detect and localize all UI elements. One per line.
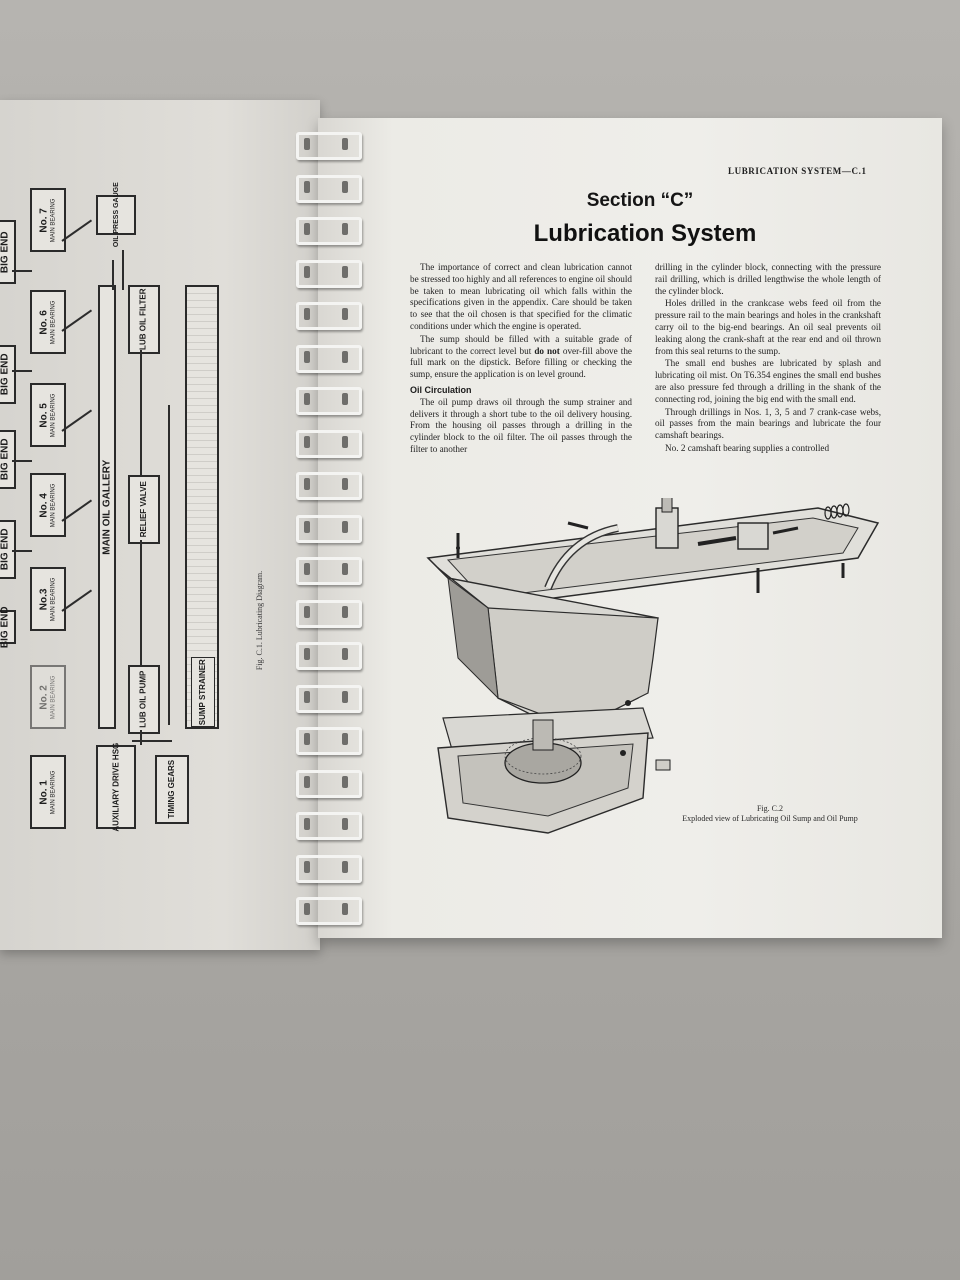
binding-coil (296, 430, 358, 456)
binding-coil (296, 727, 358, 753)
big-end-box-1: BIG END (0, 220, 16, 284)
paragraph: No. 2 camshaft bearing supplies a controlled (665, 442, 830, 453)
binding-coil (296, 175, 358, 201)
paragraph: drilling in the cylinder block, connecting with the pressure rail drilling, which is drilled lengthwise the whole length of the cylinder block. (655, 262, 881, 296)
sump-strainer: SUMP STRAINER (185, 285, 219, 729)
main-bearing-1: No. 1 MAIN BEARING (30, 755, 66, 829)
text-column-2 (655, 262, 881, 456)
paragraph: Through drillings in Nos. 1, 3, 5 and 7 crank-case webs, oil passes from the main bearings and lubricate the four camshaft bearings. (655, 406, 881, 441)
sump-exploded-illustration (418, 498, 888, 838)
section-heading: Section “C” (586, 190, 694, 211)
diagram-line (12, 270, 32, 272)
diagram-line (12, 460, 32, 462)
binding-coil (296, 217, 358, 243)
paragraph: The sump should be filled with a suitable grade of lubricant to the correct level but do not over-fill above the full mark on the dipstick. Before filling or checking the sump, ensure the application is on level ground. (410, 333, 632, 380)
subheading-oil-circulation: Oil Circulation (410, 384, 472, 395)
diagram-line (112, 260, 114, 290)
diagram-line (140, 540, 142, 665)
binding-coil (296, 345, 358, 371)
binding-coil (296, 302, 358, 328)
lub-oil-pump: LUB OIL PUMP (128, 665, 160, 734)
paragraph: The small end bushes are lubricated by splash and lubricating oil mist. On T6.354 engines the small end bushes are also pressure fed through a drilling in the shank of the connecting rod, joining the big end with the small end. (655, 358, 881, 404)
main-bearing-2: No. 2 MAIN BEARING (30, 665, 66, 729)
binding-coil (296, 387, 358, 413)
binding-coil (296, 855, 358, 881)
oil-press-gauge: OIL PRESS GAUGE (96, 195, 136, 235)
binding-coil (296, 642, 358, 668)
main-oil-gallery: MAIN OIL GALLERY (98, 285, 116, 729)
timing-gears: TIMING GEARS (155, 755, 189, 824)
big-end-box-5: BIG END (0, 610, 16, 644)
main-bearing-4: No. 4 MAIN BEARING (30, 473, 66, 537)
diagram-line (140, 730, 142, 745)
big-end-box-2: BIG END (0, 345, 16, 404)
diagram-line (61, 310, 92, 332)
binding-coil (296, 472, 358, 498)
fig-c1-caption: Fig. C.1. Lubricating Diagram. (255, 570, 265, 670)
binding-coil (296, 132, 358, 158)
binding-coil (296, 600, 358, 626)
fig-c2-caption: Fig. C.2 Exploded view of Lubricating Oil Sump and Oil Pump (682, 804, 858, 823)
text-column-1 (410, 262, 632, 457)
page-title: Lubrication System (533, 220, 757, 247)
diagram-line (61, 590, 92, 612)
binding-coil (296, 557, 358, 583)
binding-coil (296, 515, 358, 541)
lub-oil-filter: LUB OIL FILTER (128, 285, 160, 354)
diagram-line (61, 410, 92, 432)
running-head: LUBRICATION SYSTEM—C.1 (728, 166, 867, 176)
diagram-line (12, 370, 32, 372)
paragraph: Holes drilled in the crankcase webs feed oil from the pressure rail to the main bearings and holes in the crankshaft carry oil to the big-end bearings. An oil seal prevents oil leaking along the crank-shaft at the rear end and oil thrown from this seal returns to the sump. (655, 298, 881, 356)
diagram-line (168, 405, 170, 725)
main-bearing-5: No. 5 MAIN BEARING (30, 383, 66, 447)
binding-coil (296, 685, 358, 711)
binding-coil (296, 770, 358, 796)
auxiliary-drive: AUXILIARY DRIVE HSG (96, 745, 136, 829)
diagram-line (12, 550, 32, 552)
main-bearing-7: No. 7 MAIN BEARING (30, 188, 66, 252)
relief-valve: RELIEF VALVE (128, 475, 160, 544)
left-page (0, 100, 320, 950)
diagram-line (140, 350, 142, 475)
binding-coil (296, 897, 358, 923)
diagram-line (61, 220, 92, 242)
main-bearing-6: No. 6 MAIN BEARING (30, 290, 66, 354)
main-bearing-3: No.3 MAIN BEARING (30, 567, 66, 631)
diagram-line (132, 740, 172, 742)
big-end-box-4: BIG END (0, 520, 16, 579)
diagram-line (122, 250, 124, 290)
paragraph: The oil pump draws oil through the sump strainer and delivers it through a short tube to the oil delivery housing. From the housing oil passes through a drilling in the cylinder block to the oil filter. The oil passes through the filter to another (410, 396, 632, 454)
paragraph: The importance of correct and clean lubrication cannot be stressed too highly and all references to engine oil should be taken to mean lubricating oil which falls within the specifications given in the appendix. Care should be taken to see that the oil chosen is that specified for the climatic conditions under which the engine is operated. (410, 262, 632, 331)
big-end-box-3: BIG END (0, 430, 16, 489)
binding-coil (296, 260, 358, 286)
binding-coil (296, 812, 358, 838)
diagram-line (61, 500, 92, 522)
